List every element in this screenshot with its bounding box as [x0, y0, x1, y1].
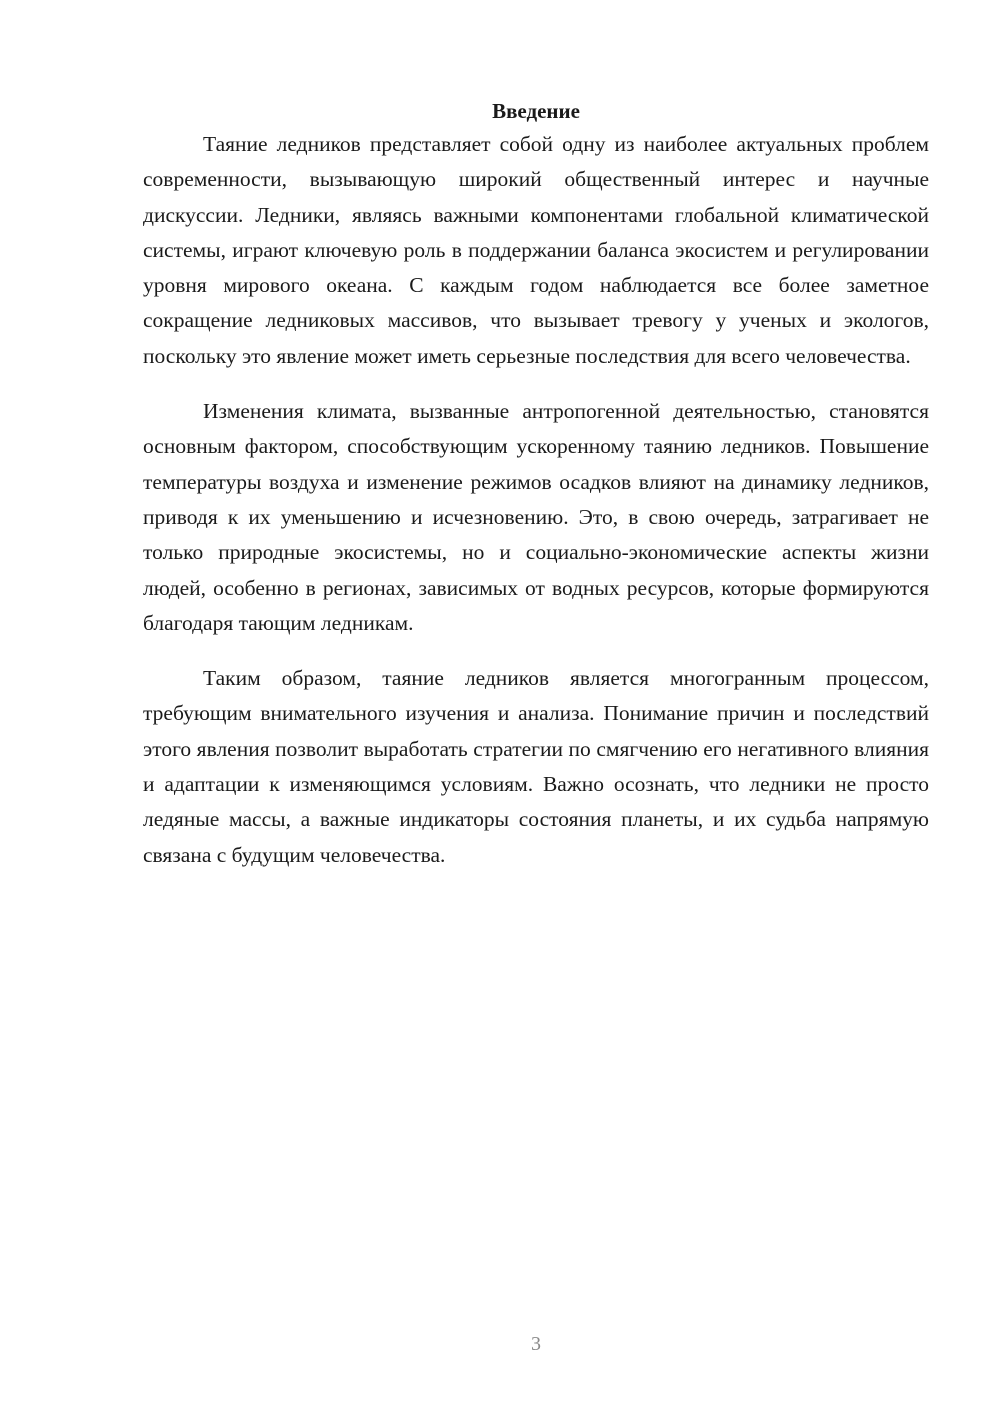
paragraph-3: Таким образом, таяние ледников является многогранным процессом, требующим внимательного изучения и анализа. Понимание причин и последствий этого явления позволит выработать стратегии по смягчению его негативного влияния и адаптации к изменяющимся условиям. Важно осознать, что ледники не просто ледяные массы, а важные индикаторы состояния планеты, и их судьба напрямую связана с будущим человечества.: [143, 666, 929, 867]
paragraph-2: Изменения климата, вызванные антропогенной деятельностью, становятся основным фактором, способствующим ускоренному таянию ледников. Повышение температуры воздуха и изменение режимов осадков влияют на динамику ледников, приводя к их уменьшению и исчезновению. Это, в свою очередь, затрагивает не только природные экосистемы, но и социально-экономические аспекты жизни людей, особенно в регионах, зависимых от водных ресурсов, которые формируются благодаря тающим ледникам.: [143, 399, 929, 635]
paragraph-1: Таяние ледников представляет собой одну из наиболее актуальных проблем современности, вызывающую широкий общественный интерес и научные дискуссии. Ледники, являясь важными компонентами глобальной климатической системы, играют ключевую роль в поддержании баланса экосистем и регулировании уровня мирового океана. С каждым годом наблюдается все более заметное сокращение ледниковых массивов, что вызывает тревогу у ученых и экологов, поскольку это явление может иметь серьезные последствия для всего человечества.: [143, 132, 929, 368]
section-heading: Введение: [492, 99, 580, 123]
page-number: 3: [531, 1333, 541, 1355]
page-content: [143, 95, 929, 873]
